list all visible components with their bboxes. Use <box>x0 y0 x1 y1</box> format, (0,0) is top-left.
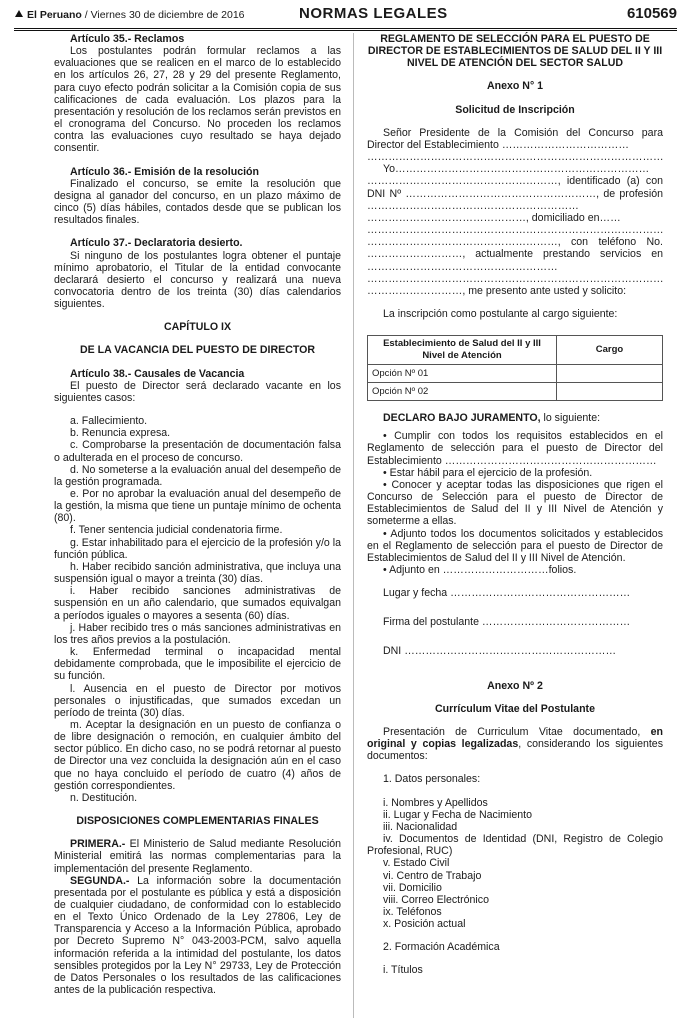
segunda-disposition <box>54 875 341 997</box>
cv-intro-bold: en original y copias legalizadas <box>367 725 663 751</box>
list-item: viii. Correo Electrónico <box>383 893 489 906</box>
list-item: m. Aceptar la designación en un puesto de confianza o de libre designación o remoción, en cualquier ámbito del sector público. En dicho caso, no se podrá retornar al puesto de Director una vez concluida la designación aún en el caso que no haya concluido el período de cuatro (4) años de gestión correspondientes. <box>54 718 341 792</box>
list-item: a. Fallecimiento. <box>70 415 148 428</box>
cv-intro-part2: , considerando los siguientes documentos: <box>367 738 663 763</box>
page-number: 610569 <box>626 5 677 22</box>
column-divider <box>353 33 354 1018</box>
page-header <box>14 2 677 31</box>
issue-date: / Viernes 30 de diciembre de 2016 <box>81 9 245 21</box>
list-item: j. Haber recibido tres o más sanciones administrativas en los tres años previos a la postulación. <box>54 621 341 646</box>
list-item: iii. Nacionalidad <box>383 820 458 833</box>
article-37-title: Artículo 37.- Declaratoria desierto. <box>70 237 243 250</box>
list-item: i. Haber recibido sanciones administrativas de suspensión en un año calendario, que sumados equivalgan a períodos iguales o mayores a sesenta (60) días. <box>54 585 341 622</box>
form-line: ………………………, me presento ante usted y solicito: <box>367 284 627 297</box>
position-options-table <box>367 335 663 401</box>
annex-2-heading: Anexo Nº 2 <box>487 679 543 692</box>
list-item: ix. Teléfonos <box>383 905 442 918</box>
vacancy-causes-list <box>54 415 341 804</box>
table-row <box>368 365 663 383</box>
paper-name: El Peruano <box>27 9 82 21</box>
list-item: vii. Domicilio <box>383 881 442 894</box>
sworn-declaration-rest: lo siguiente: <box>540 412 601 425</box>
header-left <box>14 9 245 21</box>
form-line: ………………………………………………, con teléfono No. ………………………, actualmente prestando servicios en ……………………………………………… <box>367 236 663 273</box>
form-line: ………………………………………………, identificado (a) con DNI Nº ………………………………………………, de profesión …………………………………………………… <box>367 175 663 212</box>
form-line: Yo……………………………………………………………… <box>383 163 650 176</box>
chapter-title: DE LA VACANCIA DEL PUESTO DE DIRECTOR <box>79 344 316 357</box>
academic-heading: 2. Formación Académica <box>383 941 500 954</box>
dispositions-heading: DISPOSICIONES COMPLEMENTARIAS FINALES <box>76 815 319 828</box>
segunda-body: La información sobre la documentación presentada por el postulante es pública y está a disposición de cualquier ciudadano, de conformidad con lo establecido en el Texto Único Ordenado de la Ley 27806, Ley de Transparencia y Acceso a la Información Pública, aprobado por Decreto Supremo N° 043-2003-PCM, salvo aquella información referida a la intimidad del postulante, los datos sensibles protegidos por la Ley N° 29733, Ley de Protección de Datos Personales o los resultados de las calificaciones antes de la publicación respectiva. <box>54 874 341 997</box>
form-line: ………………………………………, domiciliado en…… <box>367 211 621 224</box>
list-item: c. Comprobarse la presentación de documentación falsa o adulterada en el proceso de concurso. <box>54 439 341 464</box>
regulation-title: REGLAMENTO DE SELECCIÓN PARA EL PUESTO DE DIRECTOR DE ESTABLECIMIENTOS DE SALUD DEL II Y III NIVEL DE ATENCIÓN DEL SECTOR SALUD <box>367 33 663 70</box>
article-38-intro: El puesto de Director será declarado vacante en los siguientes casos: <box>54 379 341 404</box>
list-item: d. No someterse a la evaluación anual del desempeño de la gestión programada. <box>54 463 341 488</box>
personal-data-heading: 1. Datos personales: <box>383 773 481 786</box>
list-item: b. Renuncia expresa. <box>70 427 171 440</box>
primera-body: El Ministerio de Salud mediante Resolución Ministerial emitirá las normas complementarias para la implementación del presente Reglamento. <box>54 838 341 875</box>
list-item: iv. Documentos de Identidad (DNI, Registro de Colegio Profesional, RUC) <box>367 833 663 858</box>
declaration-bullet: • Conocer y aceptar todas las disposiciones que rigen el Concurso de Selección para el puesto de Director de Establecimientos de Salud del II y III Nivel de Atención y someterme a ellas. <box>367 478 663 528</box>
place-date-line: Lugar y fecha …………………………………………… <box>383 587 631 600</box>
list-item: vi. Centro de Trabajo <box>383 869 482 882</box>
sworn-declaration-bold: DECLARO BAJO JURAMENTO, <box>383 412 541 425</box>
article-35-title: Artículo 35.- Reclamos <box>70 33 185 45</box>
list-item: i. Títulos <box>383 964 423 977</box>
sworn-declaration <box>367 412 663 424</box>
table-cell: Opción Nº 01 <box>368 365 557 383</box>
segunda-label: SEGUNDA.- <box>70 874 130 887</box>
declaration-bullet: • Cumplir con todos los requisitos establecidos en el Reglamento de selección para el puesto de Director del Establecimiento …………………………………………………… <box>367 430 663 467</box>
primera-disposition <box>54 838 341 874</box>
list-item: f. Tener sentencia judicial condenatoria firme. <box>70 524 283 537</box>
form-line: ………………………………………………………………………… <box>367 151 664 164</box>
dni-line: DNI …………………………………………………… <box>383 645 617 658</box>
form-line: ………………………………………………………………………… <box>367 272 664 285</box>
list-item: n. Destitución. <box>70 791 138 804</box>
el-peruano-logo-icon <box>14 9 24 19</box>
declaration-bullet: • Estar hábil para el ejercicio de la profesión. <box>383 466 593 479</box>
list-item: g. Estar inhabilitado para el ejercicio de la profesión y/o la función pública. <box>54 536 341 561</box>
article-36-title: Artículo 36.- Emisión de la resolución <box>70 165 259 178</box>
cv-heading: Currículum Vitae del Postulante <box>435 702 595 715</box>
form-line: ………………………………………………………………………… <box>367 224 664 237</box>
list-item: e. Por no aprobar la evaluación anual del desempeño de la gestión, la misma que tiene un puntaje mínimo de ochenta (80). <box>54 488 341 525</box>
list-item: l. Ausencia en el puesto de Director por motivos personales o injustificadas, que sumados excedan un período de treinta (30) días. <box>54 682 341 719</box>
form-line: Señor Presidente de la Comisión del Concurso para Director del Establecimiento ……………………………… <box>367 126 663 151</box>
application-heading: Solicitud de Inscripción <box>455 103 575 116</box>
list-item: i. Nombres y Apellidos <box>383 796 488 809</box>
list-item: ii. Lugar y Fecha de Nacimiento <box>383 808 532 821</box>
declaration-bullet: • Adjunto todos los documentos solicitados y establecidos en el Reglamento de selección para el puesto de Director de Establecimientos de Salud del II y III Nivel de Atención. <box>367 527 663 564</box>
declaration-bullet: • Adjunto en …………………………folios. <box>383 564 577 576</box>
table-cell: Opción Nº 02 <box>368 383 557 401</box>
right-column <box>367 33 663 977</box>
cv-intro-part1: Presentación de Curriculum Vitae documentado, <box>383 725 651 738</box>
article-38-title: Artículo 38.- Causales de Vacancia <box>70 367 245 380</box>
cv-intro <box>367 726 663 762</box>
section-title: NORMAS LEGALES <box>299 5 448 22</box>
list-item: x. Posición actual <box>383 918 466 931</box>
table-cell <box>557 383 663 401</box>
signature-line: Firma del postulante …………………………………… <box>383 616 631 629</box>
primera-label: PRIMERA.- <box>70 838 126 851</box>
list-item: v. Estado Civil <box>383 857 450 870</box>
chapter-heading: CAPÍTULO IX <box>163 321 232 334</box>
table-header-position: Cargo <box>557 336 663 365</box>
article-35-body: Los postulantes podrán formular reclamos a las evaluaciones que se realicen en el marco de lo establecido en los artículos 26, 27, 28 y 29 del presente Reglamento, para cuyo efecto podrán solicitar a la Comisión copia de sus calificaciones de cada evaluación. Los plazos para la presentación y resolución de los reclamos serán previstos en el cronograma del Concurso. No proceden los reclamos contra las evaluaciones cuyo resultado se haya dejado consentir. <box>54 45 341 155</box>
list-item: h. Haber recibido sanción administrativa, que incluya una suspensión igual o mayor a treinta (30) días. <box>54 560 341 586</box>
table-row <box>368 383 663 401</box>
table-cell <box>557 365 663 383</box>
table-header-establishment: Establecimiento de Salud del II y III Nivel de Atención <box>368 336 557 365</box>
article-36-body: Finalizado el concurso, se emite la resolución que designa al ganador del concurso, en un plazo máximo de cinco (5) días hábiles, contados desde que se publican los resultados finales. <box>54 177 341 227</box>
left-column <box>54 33 341 996</box>
list-item: k. Enfermedad terminal o incapacidad mental debidamente comprobada, que le imposibilite el ejercicio de su función. <box>54 646 341 683</box>
article-37-body: Si ninguno de los postulantes logra obtener el puntaje mínimo aprobatorio, el Titular de la entidad convocante declarará desierto el concurso y realizará una nueva convocatoria dentro de los treinta (30) días calendarios siguientes. <box>54 249 341 311</box>
annex-1-heading: Anexo N° 1 <box>486 80 544 93</box>
inscription-line: La inscripción como postulante al cargo siguiente: <box>383 307 618 320</box>
